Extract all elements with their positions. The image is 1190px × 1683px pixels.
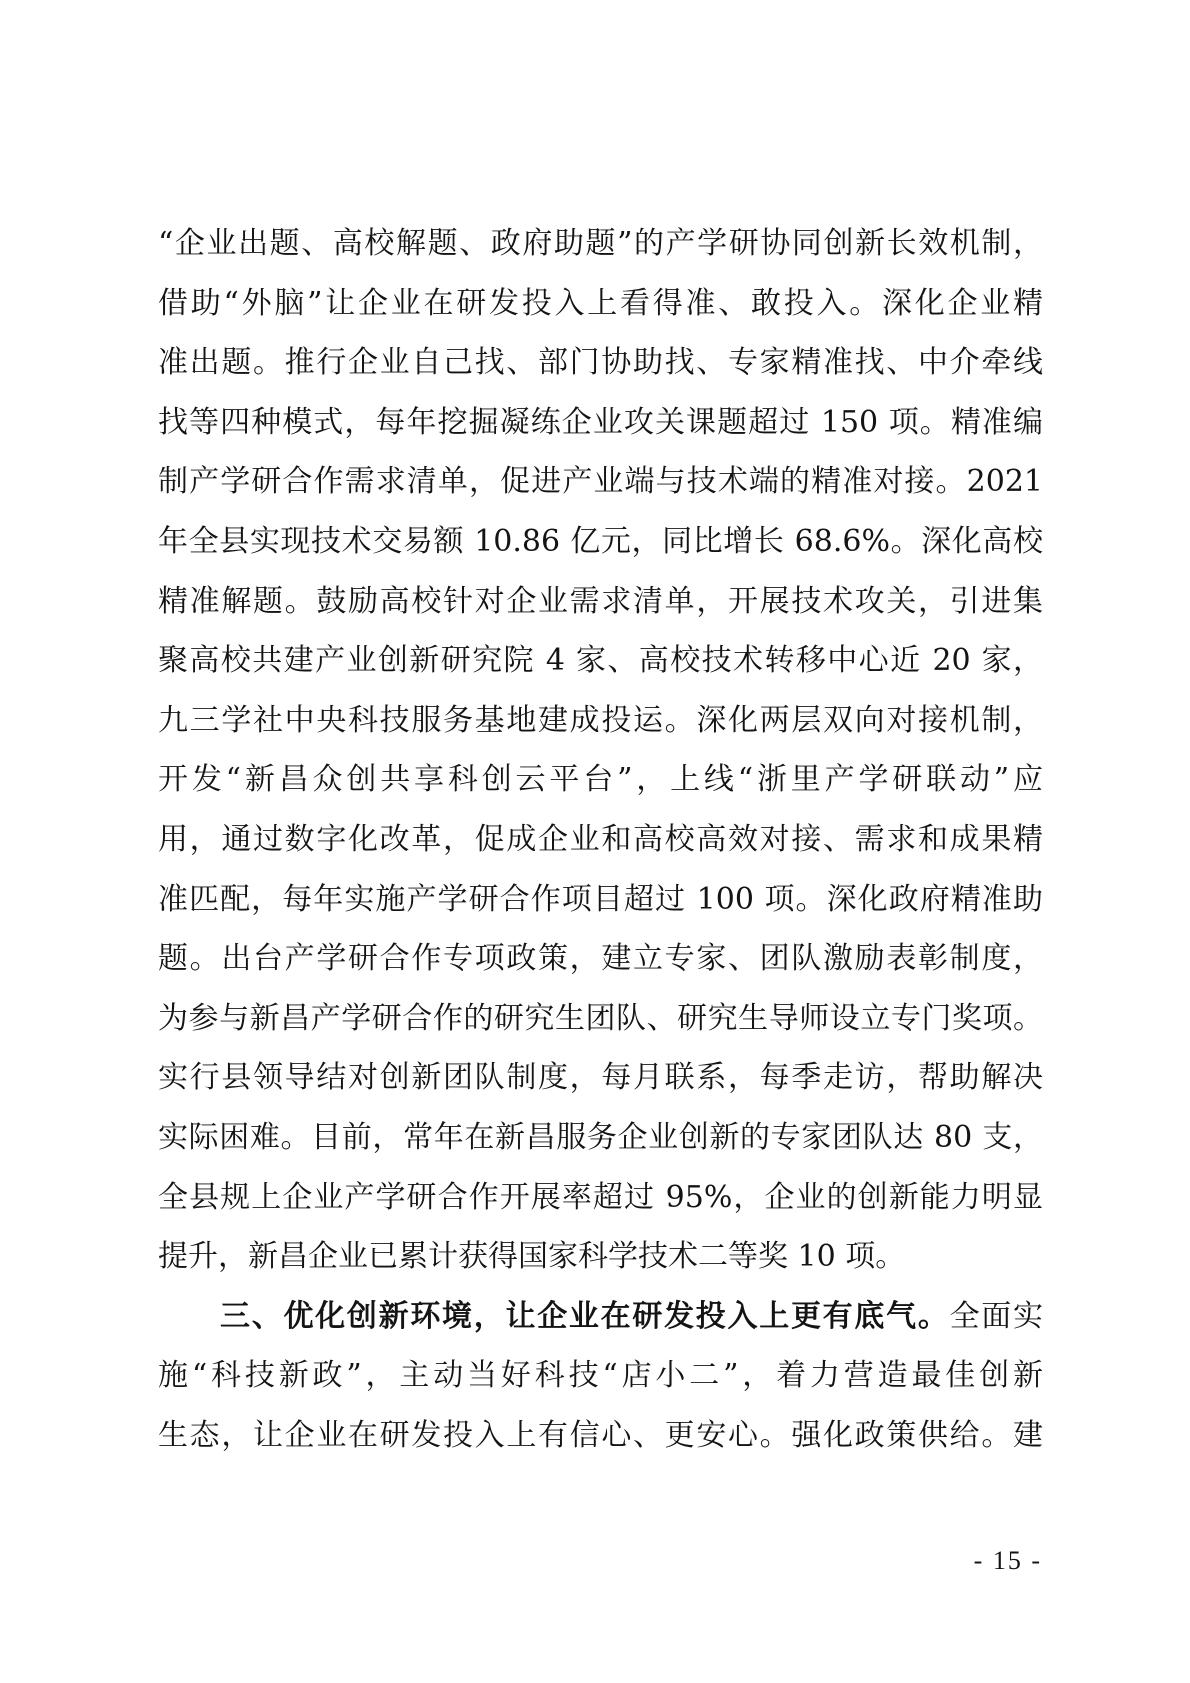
section-heading-line <box>158 1287 1043 1347</box>
text-line: 生态，让企业在研发投入上有信心、更安心。强化政策供给。建 <box>158 1417 1043 1453</box>
text-line: “企业出题、高校解题、政府助题”的产学研协同创新长效机制， <box>158 226 1043 261</box>
text-line: 借助“外脑”让企业在研发投入上看得准、敢投入。深化企业精 <box>158 285 1043 321</box>
text-line: 精准解题。鼓励高校针对企业需求清单，开展技术攻关，引进集 <box>158 583 1043 619</box>
body-text <box>158 214 1043 1465</box>
text-line: 为参与新昌产学研合作的研究生团队、研究生导师设立专门奖项。 <box>158 1000 1043 1036</box>
page-number: - 15 - <box>973 1546 1042 1575</box>
text-line: 准匹配，每年实施产学研合作项目超过 100 项。深化政府精准助 <box>158 881 1043 917</box>
text-line: 制产学研合作需求清单，促进产业端与技术端的精准对接。2021 <box>158 464 1043 500</box>
text-line: 聚高校共建产业创新研究院 4 家、高校技术转移中心近 20 家， <box>158 643 1043 679</box>
text-line: 准出题。推行企业自己找、部门协助找、专家精准找、中介牵线 <box>158 345 1043 381</box>
text-line: 实行县领导结对创新团队制度，每月联系，每季走访，帮助解决 <box>158 1060 1043 1096</box>
text-line: 提升，新昌企业已累计获得国家科学技术二等奖 10 项。 <box>158 1239 906 1275</box>
text-line: 题。出台产学研合作专项政策，建立专家、团队激励表彰制度， <box>158 941 1043 977</box>
text-line: 用，通过数字化改革，促成企业和高校高效对接、需求和成果精 <box>158 821 1043 857</box>
text-line: 全县规上企业产学研合作开展率超过 95%，企业的创新能力明显 <box>158 1179 1043 1215</box>
heading-line-continuation: 全面实 <box>949 1298 1043 1334</box>
text-line: 年全县实现技术交易额 10.86 亿元，同比增长 68.6%。深化高校 <box>158 523 1043 559</box>
text-line: 开发“新昌众创共享科创云平台”，上线“浙里产学研联动”应 <box>158 762 1043 798</box>
text-line: 找等四种模式，每年挖掘凝练企业攻关课题超过 150 项。精准编 <box>158 404 1043 440</box>
text-line: 九三学社中央科技服务基地建成投运。深化两层双向对接机制， <box>158 702 1043 738</box>
text-line: 施“科技新政”，主动当好科技“店小二”，着力营造最佳创新 <box>158 1358 1043 1394</box>
section-heading: 三、优化创新环境，让企业在研发投入上更有底气。 <box>220 1298 950 1334</box>
text-line: 实际困难。目前，常年在新昌服务企业创新的专家团队达 80 支， <box>158 1119 1043 1155</box>
